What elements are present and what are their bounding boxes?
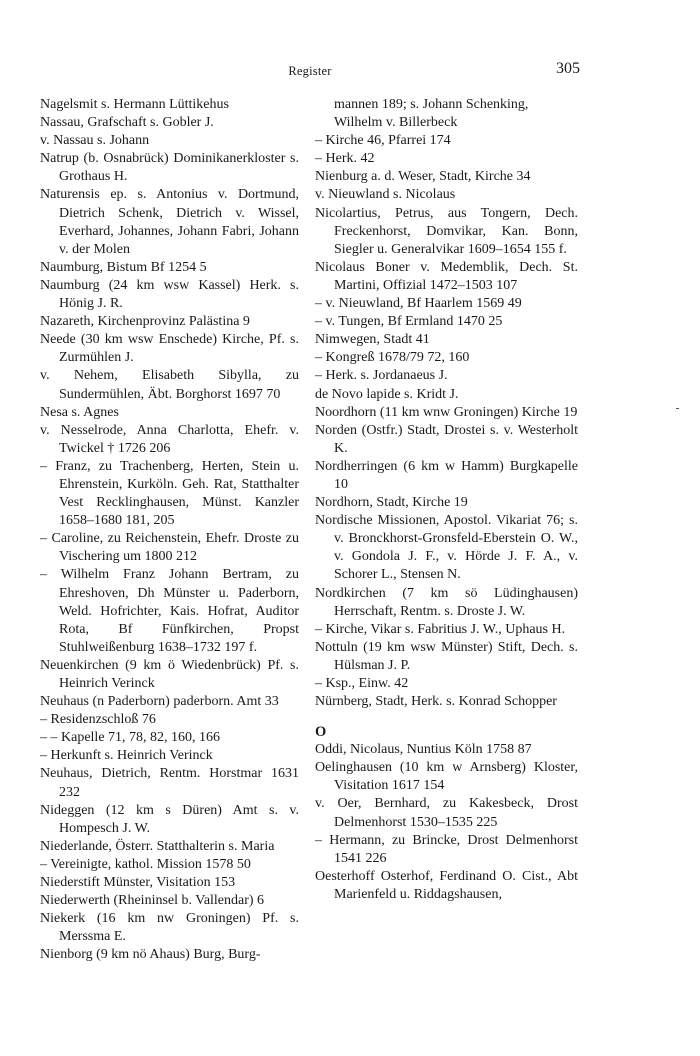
index-entry: v. Nassau s. Johann	[40, 133, 150, 149]
margin-mark	[676, 408, 679, 409]
index-entry: Norden (Ostfr.) Stadt, Drostei s. v. Westerholt K.	[315, 422, 578, 456]
continued-entry: mannen 189; s. Johann Schenking, Wilhelm v. Billerbeck	[334, 97, 529, 131]
index-entry: Noordhorn (11 km wnw Groningen) Kirche 19	[315, 404, 578, 420]
index-entry: Natrup (b. Osnabrück) Dominikanerkloster s. Grothaus H.	[40, 151, 299, 185]
index-entry: Nideggen (12 km s Düren) Amt s. v. Hompesch J. W.	[40, 802, 299, 836]
index-entry: Nordhorn, Stadt, Kirche 19	[315, 495, 468, 511]
page-header	[40, 62, 580, 82]
index-entry: – Kirche 46, Pfarrei 174	[315, 133, 451, 149]
index-entry: Oddi, Nicolaus, Nuntius Köln 1758 87	[315, 742, 532, 758]
index-entry: – Kirche, Vikar s. Fabritius J. W., Uphaus H.	[315, 621, 566, 637]
index-entry: – Residenzschloß 76	[40, 712, 156, 728]
index-entry: – v. Nieuwland, Bf Haarlem 1569 49	[315, 296, 522, 312]
section-o-entries	[315, 741, 578, 904]
index-entry: v. Oer, Bernhard, zu Kakesbeck, Drost Delmenhorst 1530–1535 225	[315, 796, 578, 830]
section-letter-o: O	[315, 724, 327, 741]
index-entry: Nagelsmit s. Hermann Lüttikehus	[40, 97, 229, 112]
index-entry: Oelinghausen (10 km w Arnsberg) Kloster, Visitation 1617 154	[315, 760, 578, 794]
index-entry: Neuhaus, Dietrich, Rentm. Horstmar 1631 232	[40, 766, 299, 800]
index-entry: – Ksp., Einw. 42	[315, 676, 409, 691]
index-entry: Nürnberg, Stadt, Herk. s. Konrad Schopper	[315, 694, 557, 710]
index-entry: Nicolaus Boner v. Medemblik, Dech. St. Martini, Offizial 1472–1503 107	[315, 259, 578, 293]
page-number: 305	[556, 60, 580, 77]
index-entry: – Caroline, zu Reichenstein, Ehefr. Droste zu Vischering um 1800 212	[40, 531, 299, 565]
index-entry: Niederstift Münster, Visitation 153	[40, 875, 236, 891]
index-entry: – Kongreß 1678/79 72, 160	[315, 350, 470, 366]
index-entry: Niekerk (16 km nw Groningen) Pf. s. Merssma E.	[40, 911, 299, 945]
index-entry: Nordische Missionen, Apostol. Vikariat 76; s. v. Bronckhorst-Gronsfeld-Eberstein O. W., v. Gondola J. F., v. Hörde J. F. A., v. Schorer L., Stensen N.	[315, 513, 578, 583]
index-entry: Niederlande, Österr. Statthalterin s. Maria	[40, 838, 275, 854]
index-entry: Nienburg a. d. Weser, Stadt, Kirche 34	[315, 169, 531, 185]
index-entry: v. Nesselrode, Anna Charlotta, Ehefr. v. Twickel † 1726 206	[40, 422, 299, 456]
index-entry: Naumburg, Bistum Bf 1254 5	[40, 259, 207, 275]
index-entry: Neede (30 km wsw Enschede) Kirche, Pf. s. Zurmühlen J.	[40, 332, 299, 366]
index-entry: Nienborg (9 km nö Ahaus) Burg, Burg-	[40, 947, 261, 963]
index-entry: Nazareth, Kirchenprovinz Palästina 9	[40, 314, 250, 330]
index-entry: v. Nieuwland s. Nicolaus	[315, 187, 456, 203]
index-entry: Neuenkirchen (9 km ö Wiedenbrück) Pf. s. Heinrich Verinck	[40, 657, 299, 691]
index-entry: Nordkirchen (7 km sö Lüdinghausen) Herrschaft, Rentm. s. Droste J. W.	[315, 585, 578, 619]
index-entry: – Herk. 42	[315, 151, 375, 167]
index-entry: – Herk. s. Jordanaeus J.	[315, 368, 448, 384]
running-title: Register	[288, 64, 332, 78]
index-entry: Nimwegen, Stadt 41	[315, 332, 430, 348]
index-entry: – Franz, zu Trachenberg, Herten, Stein u. Ehrenstein, Kurköln. Geh. Rat, Statthalter Vest Recklinghausen, Münst. Kanzler 1658–1680 181, 205	[40, 458, 299, 529]
index-entry: Nottuln (19 km wsw Münster) Stift, Dech. s. Hülsman J. P.	[315, 639, 578, 673]
index-entry: – Wilhelm Franz Johann Bertram, zu Ehreshoven, Dh Münster u. Paderborn, Weld. Hofrichter, Kais. Hofrat, Auditor Rota, Bf Fünfkirchen, Propst Stuhlweißenburg 1638–1732 197 f.	[40, 567, 299, 655]
index-entry: de Novo lapide s. Kridt J.	[315, 386, 459, 402]
index-entry: Naumburg (24 km wsw Kassel) Herk. s. Hönig J. R.	[40, 277, 299, 312]
index-entry: – Hermann, zu Brincke, Drost Delmenhorst 1541 226	[315, 832, 578, 866]
index-entry: – Vereinigte, kathol. Mission 1578 50	[40, 856, 251, 872]
right-column	[315, 96, 578, 904]
index-entry: Neuhaus (n Paderborn) paderborn. Amt 33	[40, 694, 279, 710]
index-entry: Nordherringen (6 km w Hamm) Burgkapelle 10	[315, 458, 578, 492]
index-entry: Nesa s. Agnes	[40, 404, 119, 420]
left-column	[40, 96, 299, 965]
index-entry: v. Nehem, Elisabeth Sibylla, zu Sundermühlen, Äbt. Borghorst 1697 70	[40, 368, 299, 402]
index-entry: – – Kapelle 71, 78, 82, 160, 166	[40, 730, 221, 746]
index-entry: Nassau, Grafschaft s. Gobler J.	[40, 115, 214, 131]
index-entry: Naturensis ep. s. Antonius v. Dortmund, Dietrich Schenk, Dietrich v. Wissel, Everhard, Johannes, Johann Fabri, Johann v. der Molen	[40, 187, 299, 257]
right-entries	[315, 132, 578, 711]
index-entry: Nicolartius, Petrus, aus Tongern, Dech. Freckenhorst, Domvikar, Kan. Bonn, Siegler u. Generalvikar 1609–1654 155 f.	[315, 205, 578, 257]
index-entry: – v. Tungen, Bf Ermland 1470 25	[315, 314, 503, 330]
index-entry: Niederwerth (Rheininsel b. Vallendar) 6	[40, 893, 265, 909]
index-entry: – Herkunft s. Heinrich Verinck	[40, 748, 213, 764]
index-entry: Oesterhoff Osterhof, Ferdinand O. Cist., Abt Marienfeld u. Riddagshausen,	[315, 868, 578, 902]
